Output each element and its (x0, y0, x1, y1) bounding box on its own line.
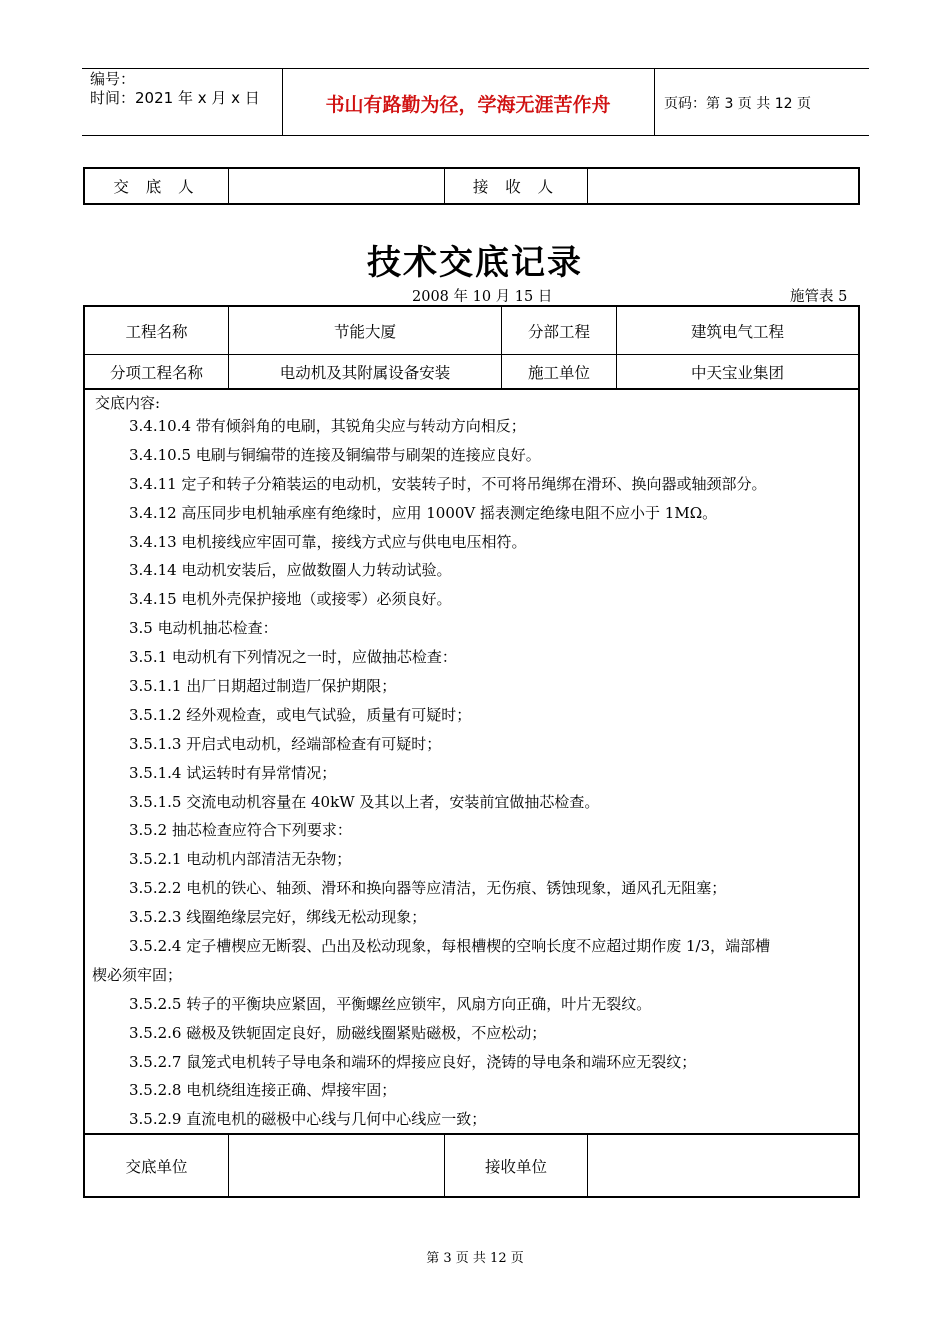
content-lines (92, 412, 854, 1134)
handover-table (83, 167, 860, 205)
content-line: 3.5.2.7 鼠笼式电机转子导电条和端环的焊接应良好，浇铸的导电条和端环应无裂纹； (129, 1052, 697, 1071)
header-bottom-rule (82, 135, 869, 136)
header-motto: 书山有路勤为径，学海无涯苦作舟 (325, 94, 611, 116)
form-number: 施管表 5 (790, 289, 848, 305)
content-line: 3.5 电动机抽芯检查： (129, 619, 278, 638)
content-line: 3.5.1.1 出厂日期超过制造厂保护期限； (129, 677, 397, 696)
content-line: 3.4.15 电机外壳保护接地（或接零）必须良好。 (129, 590, 452, 609)
content-line: 3.5.2.6 磁极及铁轭固定良好，励磁线圈紧贴磁极，不应松动； (129, 1023, 547, 1042)
content-line: 楔必须牢固； (92, 965, 183, 984)
page-footer: 第 3 页 共 12 页 (426, 1251, 524, 1266)
content-line: 3.5.2.1 电动机内部清洁无杂物； (129, 850, 352, 869)
contractor-value: 中天宝业集团 (617, 355, 860, 390)
content-line: 3.5.2.2 电机的铁心、轴颈、滑环和换向器等应清洁，无伤痕、锈蚀现象，通风孔无阻塞； (129, 879, 727, 898)
content-border-right (858, 386, 860, 1135)
header-top-rule (82, 68, 869, 69)
header-page-info: 页码：第 3 页 共 12 页 (664, 96, 811, 112)
signature-table (83, 1133, 860, 1198)
giver-value (229, 168, 445, 204)
time-label: 时间：2021 年 x 月 x 日 (90, 89, 260, 107)
record-date: 2008 年 10 月 15 日 (412, 289, 553, 305)
content-line: 3.4.12 高压同步电机轴承座有绝缘时，应用 1000V 摇表测定绝缘电阻不应小于 1MΩ。 (129, 503, 718, 522)
content-line: 3.5.1.3 开启式电动机，经端部检查有可疑时； (129, 734, 442, 753)
receiver-label: 接 收 人 (445, 168, 588, 204)
content-line: 3.5.1.4 试运转时有异常情况； (129, 763, 337, 782)
receiver-unit-label: 接收单位 (445, 1134, 588, 1197)
content-line: 3.5.2.9 直流电机的磁极中心线与几何中心线应一致； (129, 1110, 487, 1129)
subitem-value: 电动机及其附属设备安装 (229, 355, 502, 390)
content-label: 交底内容: (95, 394, 161, 412)
project-info-table (83, 305, 860, 390)
header-meta (90, 70, 260, 108)
giver-unit-value (229, 1134, 445, 1197)
content-line: 3.5.2.3 线圈绝缘层完好，绑线无松动现象； (129, 908, 427, 927)
content-line: 3.5.2.8 电机绕组连接正确、焊接牢固； (129, 1081, 397, 1100)
receiver-value (588, 168, 860, 204)
content-line: 3.5.1.5 交流电动机容量在 40kW 及其以上者，安装前宜做抽芯检查。 (129, 792, 600, 811)
division-label: 分部工程 (502, 306, 617, 355)
division-value: 建筑电气工程 (617, 306, 860, 355)
header-divider (654, 68, 655, 135)
content-line: 3.5.2.4 定子槽楔应无断裂、凸出及松动现象，每根槽楔的空响长度不应超过期作废 1/3，端部槽 (129, 937, 771, 956)
giver-unit-label: 交底单位 (84, 1134, 229, 1197)
number-label: 编号： (90, 70, 136, 88)
receiver-unit-value (588, 1134, 860, 1197)
content-line: 3.5.2.5 转子的平衡块应紧固，平衡螺丝应锁牢，风扇方向正确，叶片无裂纹。 (129, 994, 652, 1013)
contractor-label: 施工单位 (502, 355, 617, 390)
page-title: 技术交底记录 (367, 243, 583, 283)
project-name-value: 节能大厦 (229, 306, 502, 355)
content-line: 3.4.10.5 电刷与铜编带的连接及铜编带与刷架的连接应良好。 (129, 445, 541, 464)
content-border-left (83, 386, 85, 1135)
content-line: 3.4.13 电机接线应牢固可靠，接线方式应与供电电压相符。 (129, 532, 527, 551)
content-line: 3.4.11 定子和转子分箱装运的电动机，安装转子时，不可将吊绳绑在滑环、换向器或轴颈部分。 (129, 474, 767, 493)
content-line: 3.5.2 抽芯检查应符合下列要求： (129, 821, 352, 840)
content-line: 3.4.10.4 带有倾斜角的电刷，其锐角尖应与转动方向相反； (129, 417, 526, 435)
content-line: 3.5.1.2 经外观检查，或电气试验，质量有可疑时； (129, 705, 472, 724)
content-line: 3.5.1 电动机有下列情况之一时，应做抽芯检查： (129, 648, 457, 667)
project-name-label: 工程名称 (84, 306, 229, 355)
subitem-label: 分项工程名称 (84, 355, 229, 390)
content-line: 3.4.14 电动机安装后，应做数圈人力转动试验。 (129, 561, 452, 580)
giver-label: 交 底 人 (84, 168, 229, 204)
